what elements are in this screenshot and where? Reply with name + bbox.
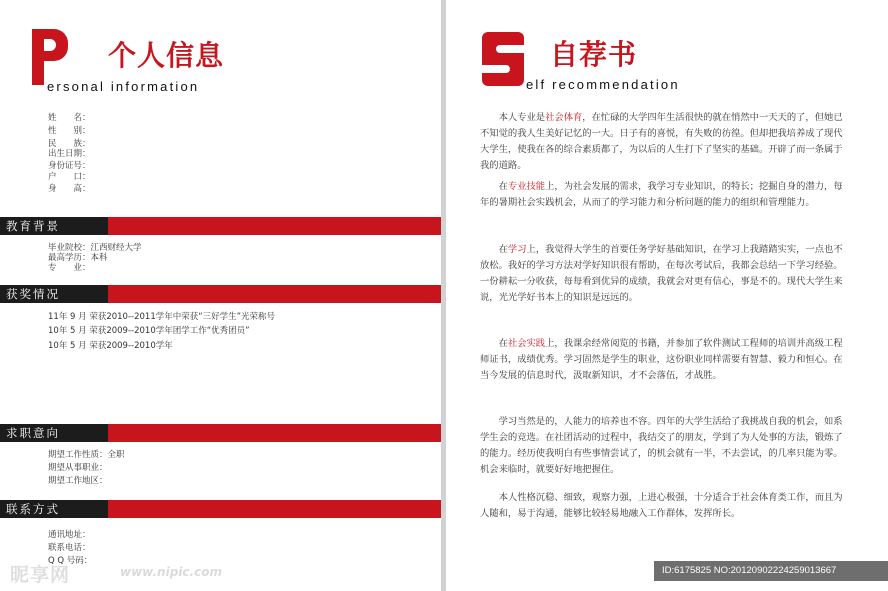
section-bar-contact — [0, 500, 441, 518]
section-title-contact: 联系方式 — [6, 502, 60, 516]
contact-phone: 联系电话： — [48, 543, 91, 553]
education-degree: 最高学历：本科 — [48, 253, 108, 263]
self-recommendation-subtitle: elf recommendation — [526, 77, 680, 92]
field-hukou: 户 口： — [48, 172, 91, 182]
paragraph-growth: 学习当然是的，人能力的培养也不容。四年的大学生活给了我挑战自我的机会，如系学生会的竞选。在社团活动的过程中，我结交了的朋友，学到了为人处事的方法，锻炼了的能力。经历使我明白有些事情尝试了，的机会就有一半，不去尝试，的几率只能为零。机会来临时，就要好好地把握住。 — [480, 416, 843, 475]
award-item: 11年 9 月 荣获2010--2011学年中荣获“三好学生”光荣称号 — [48, 312, 276, 322]
education-major: 专 业： — [48, 263, 91, 273]
education-school: 毕业院校：江西财经大学 — [48, 243, 142, 253]
watermark-url: www.nipic.com — [120, 565, 222, 579]
personal-info-subtitle: ersonal information — [47, 79, 200, 94]
field-ethnicity: 民 族： — [48, 139, 91, 149]
section-bar-job — [0, 424, 441, 442]
contact-qq: Q Q 号码： — [48, 556, 93, 566]
paragraph-practice: 在社会实践上，我课余经常阅览的书籍，并参加了软件测试工程师的培训并高级工程师证书，成绩优秀。学习固然是学生的职业，这份职业同样需要有智慧、毅力和恒心。在当今发展的信息时代，汲取新知识，才不会落伍，才战胜。 — [480, 338, 843, 381]
image-id-text: ID:6175825 NO:20120902224259013667 — [662, 565, 837, 576]
paragraph-study: 在学习上，我觉得大学生的首要任务学好基础知识，在学习上我踏踏实实，一点也不放松。我好的学习方法对学好知识很有帮助，在每次考试后，我都会总结一下学习经验。一份耕耘一分收获，每每看到优异的成绩，我就会对更有信心，事是不的。现代大学生来说，光光学好书本上的知识是远远的。 — [480, 244, 843, 303]
job-region: 期望工作地区： — [48, 476, 108, 486]
section-title-job: 求职意向 — [6, 426, 60, 440]
section-title-awards: 获奖情况 — [6, 287, 60, 301]
image-id-bar — [654, 561, 888, 581]
award-item: 10年 5 月 荣获2009--2010学年团学工作“优秀团员” — [48, 326, 250, 336]
s-letter-logo — [482, 32, 524, 86]
paragraph-character: 本人性格沉稳、细致，观察力强，上进心极强，十分适合于社会体育类工作，而且为人随和，易于沟通，能够比较轻易地融入工作群体，发挥所长。 — [480, 492, 843, 519]
award-item: 10年 5 月 荣获2009--2010学年 — [48, 341, 173, 351]
job-type: 期望工作性质：全职 — [48, 450, 125, 460]
field-id-number: 身份证号： — [48, 161, 91, 171]
left-page — [0, 0, 441, 591]
highlight-practice: 社会实践 — [507, 338, 546, 349]
right-page — [446, 0, 888, 591]
field-birthdate: 出生日期： — [48, 149, 91, 159]
watermark-brand: 昵享网 — [10, 564, 71, 586]
contact-address: 通讯地址： — [48, 530, 91, 540]
self-recommendation-title: 自荐书 — [550, 38, 638, 71]
field-gender: 性 别： — [48, 126, 91, 136]
highlight-major: 社会体育 — [545, 112, 583, 123]
highlight-study: 学习 — [507, 244, 527, 255]
field-height: 身 高： — [48, 184, 91, 194]
highlight-skills: 专业技能 — [507, 181, 546, 192]
section-bar-education — [0, 217, 441, 235]
paragraph-major: 本人专业是社会体育，在忙碌的大学四年生活很快的就在悄然中一天天的了，但她已不知觉的我人生美好记忆的一大。日子有的喜悦，有失败的彷徨。但却把我培养成了现代大学生，使我在各的综合素质都了，为以后的人生打下了坚实的基础。开辟了而一条属于我的道路。 — [480, 112, 843, 171]
personal-info-title: 个人信息 — [108, 39, 225, 72]
section-bar-awards — [0, 285, 441, 303]
p-letter-logo — [32, 29, 68, 85]
field-name: 姓 名： — [48, 113, 91, 123]
job-occupation: 期望从事职业： — [48, 463, 108, 473]
section-title-education: 教育背景 — [6, 219, 60, 233]
paragraph-skills: 在专业技能上，为社会发展的需求，我学习专业知识，的特长；挖掘自身的潜力，每年的暑期社会实践机会，从而了的学习能力和分析问题的能力的组织和管理能力。 — [480, 181, 843, 208]
